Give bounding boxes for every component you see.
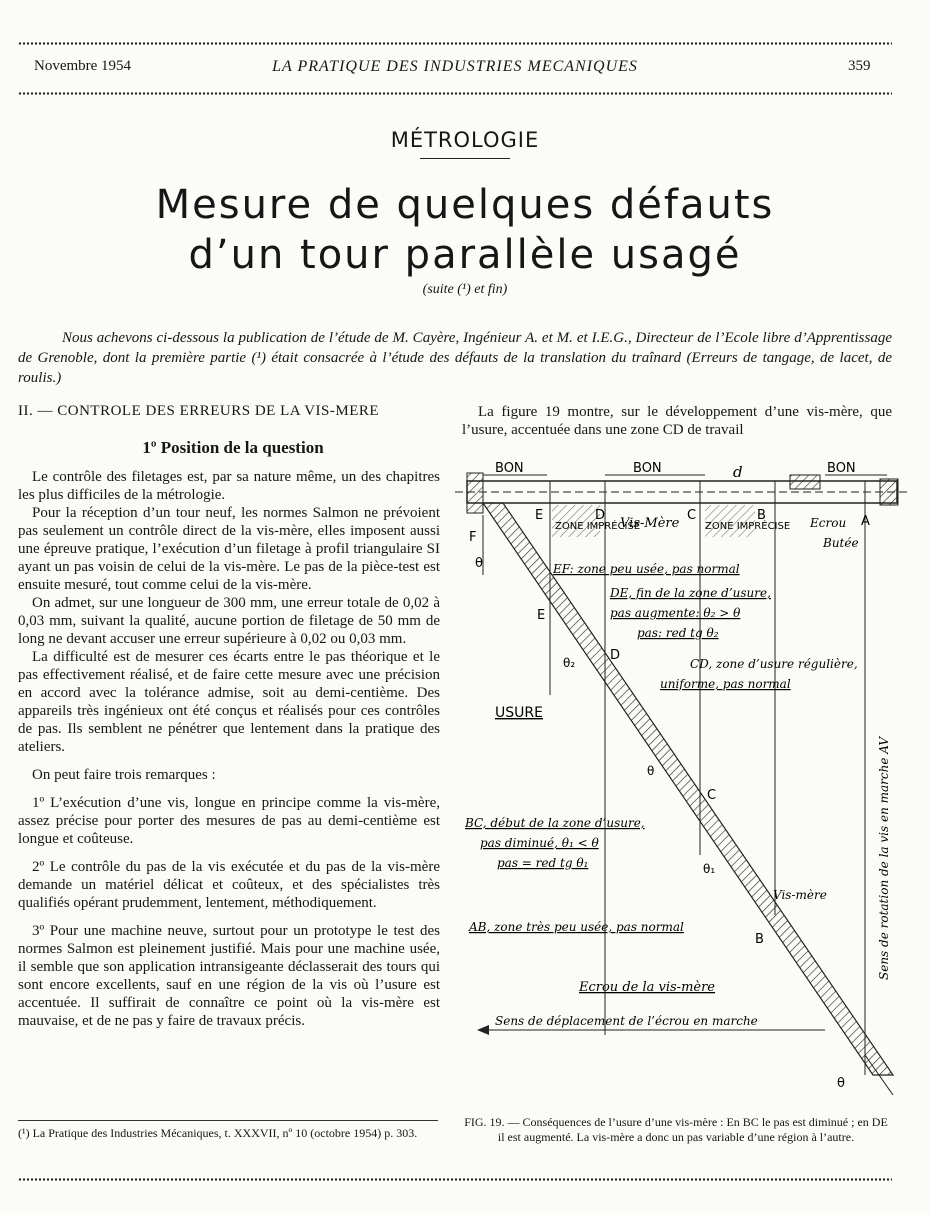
- displacement-arrowhead: [477, 1025, 489, 1035]
- paragraph: 2º Le contrôle du pas de la vis exécutée et du pas de la vis-mère demande un matériel délicat et coûteux, et des spécialistes très qualifiés opérant prudemment, lentement, méthodiquement.: [18, 859, 440, 911]
- point-E-top: E: [535, 508, 544, 523]
- top-dotted-rule: [18, 42, 892, 45]
- footnote: (¹) La Pratique des Industries Mécaniques, t. XXXVII, nº 10 (octobre 1954) p. 303.: [18, 1126, 418, 1140]
- paragraph: Pour la réception d’un tour neuf, les normes Salmon ne prévoient pas seulement un contrôle direct de la vis-mère, elles imposent aussi une épreuve pratique, l’exécution d’un filetage à profil triangulaire SI ayant un pas voisin de celui de la vis-mère. Le pas de la pièce-test est ensuite mesuré, tout comme celui de la vis-mère.: [18, 505, 440, 593]
- point-B-top: B: [757, 508, 766, 523]
- annotation-ecrou-vm: Ecrou de la vis-mère: [579, 980, 715, 995]
- article-subtitle: (suite (¹) et fin): [422, 282, 508, 297]
- page-number: 359: [848, 58, 871, 74]
- point-B: B: [755, 932, 764, 947]
- theta-label-bottom: θ: [837, 1076, 845, 1091]
- left-column-body: [18, 468, 440, 1030]
- annotation-usure: USURE: [495, 705, 543, 721]
- annotation-sens-rotation: Sens de rotation de la vis en marche AV: [877, 737, 891, 980]
- annotation-cd-1: CD, zone d’usure régulière,: [690, 657, 858, 671]
- theta-label-mid: θ: [647, 764, 655, 778]
- right-column-intro: La figure 19 montre, sur le développement d’une vis-mère, que l’usure, accentuée dans une zone CD de travail: [462, 404, 892, 438]
- annotation-de-3: pas: red tg θ₂: [637, 626, 719, 640]
- annotation-de-1: DE, fin de la zone d’usure,: [610, 586, 771, 600]
- section-underline: [420, 158, 510, 159]
- zone-imprecise-label-left: ZONE IMPRÉCISE: [555, 521, 641, 532]
- point-F: F: [469, 530, 477, 545]
- annotation-bc-2: pas diminué, θ₁ < θ: [480, 836, 599, 850]
- figure-caption: FIG. 19. — Conséquences de l’usure d’une vis-mère : En BC le pas est diminué ; en DE il est augmenté. La vis-mère a donc un pas variable d’une région à l’autre.: [464, 1115, 888, 1144]
- d-label: d: [733, 463, 743, 481]
- paragraph: On peut faire trois remarques :: [32, 767, 216, 783]
- theta-label-top: θ: [475, 556, 483, 571]
- zone-imprecise-label-right: ZONE IMPRÉCISE: [705, 521, 791, 532]
- butee-label: Butée: [823, 536, 859, 550]
- paragraph: 3º Pour une machine neuve, surtout pour un prototype le test des normes Salmon est pleinement justifié. Mais pour une machine usée, il semble que son application intransigeante déclasserait des tours qui sont encore excellents, sauf en une région de la vis où l’usure est accentuée. Il suffirait de connaître ce point où la vis-mère est mauvaise, et de ne pas y faire de travaux précis.: [18, 923, 440, 1029]
- theta2-label: θ₂: [563, 656, 576, 670]
- bon-label-1: BON: [495, 461, 524, 476]
- bon-label-3: BON: [827, 461, 856, 476]
- journal-title: LA PRATIQUE DES INDUSTRIES MECANIQUES: [272, 58, 638, 75]
- point-C: C: [707, 788, 717, 803]
- point-D-top: D: [595, 508, 606, 523]
- issue-date: Novembre 1954: [34, 58, 132, 74]
- point-C-top: C: [687, 508, 697, 523]
- section-heading: II. — CONTROLE DES ERREURS DE LA VIS-MERE: [18, 403, 380, 419]
- annotation-sens-deplacement: Sens de déplacement de l’écrou en marche: [495, 1014, 758, 1028]
- bottom-dotted-rule: [18, 1178, 892, 1181]
- footnote-rule: [18, 1120, 438, 1121]
- point-D: D: [610, 648, 621, 663]
- vis-mere-label-bottom: Vis-mère: [773, 888, 827, 902]
- annotation-de-2: pas augmente: θ₂ > θ: [610, 606, 741, 620]
- annotation-ef: EF: zone peu usée, pas normal: [553, 562, 740, 576]
- vis-mere-label-top: Vis-Mère: [620, 516, 680, 531]
- header-dotted-rule: [18, 92, 892, 95]
- point-A-top: A: [861, 514, 870, 529]
- intro-paragraph: Nous achevons ci-dessous la publication de l’étude de M. Cayère, Ingénieur A. et M. et I.E.G., Directeur de l’Ecole libre d’Apprentissage de Grenoble, dont la première partie (¹) était consacrée à l’étude des défauts de la translation du traînard (Erreurs de tangage, de lacet, de roulis.): [18, 330, 892, 386]
- theta1-label: θ₁: [703, 862, 716, 876]
- annotation-cd-2: uniforme, pas normal: [660, 677, 791, 691]
- butee-block: [790, 475, 820, 489]
- left-bearing: [467, 473, 483, 513]
- bon-label-2: BON: [633, 461, 662, 476]
- paragraph: 1º L’exécution d’une vis, longue en principe comme la vis-mère, assez précise pour porter des mesures de pas au demi-centième est longue et coûteuse.: [18, 795, 440, 847]
- annotation-ab: AB, zone très peu usée, pas normal: [469, 920, 684, 934]
- annotation-bc-3: pas = red tg θ₁: [497, 856, 589, 870]
- article-title-line1: Mesure de quelques défauts: [155, 182, 775, 228]
- right-bearing: [880, 479, 898, 505]
- annotation-bc-1: BC, début de la zone d’usure,: [465, 816, 645, 830]
- point-E: E: [537, 608, 546, 623]
- subheading: 1º Position de la question: [142, 438, 324, 457]
- figure-19-diagram: [455, 455, 910, 1105]
- paragraph: On admet, sur une longueur de 300 mm, une erreur totale de 0,02 à 0,03 mm, suivant la qualité, aucune portion de filetage de 50 mm de long ne devant accuser une erreur supérieure à 0,02 ou 0,03 mm.: [18, 595, 440, 647]
- ecrou-label: Ecrou: [810, 516, 847, 530]
- section-label: MÉTROLOGIE: [390, 128, 540, 152]
- paragraph: Le contrôle des filetages est, par sa nature même, un des chapitres les plus difficiles de la métrologie.: [18, 469, 440, 503]
- paragraph: La difficulté est de mesurer ces écarts entre le pas théorique et le pas effectivement réalisé, et de faire cette mesure avec une précision en accord avec la tolérance admise, soit au demi-centième. Des appareils très ingénieux ont été conçus et réalisés pour ces contrôles de pas. Ils semblent ne pénétrer que lentement dans la pratique des ateliers.: [18, 649, 440, 755]
- article-title-line2: d’un tour parallèle usagé: [188, 232, 742, 278]
